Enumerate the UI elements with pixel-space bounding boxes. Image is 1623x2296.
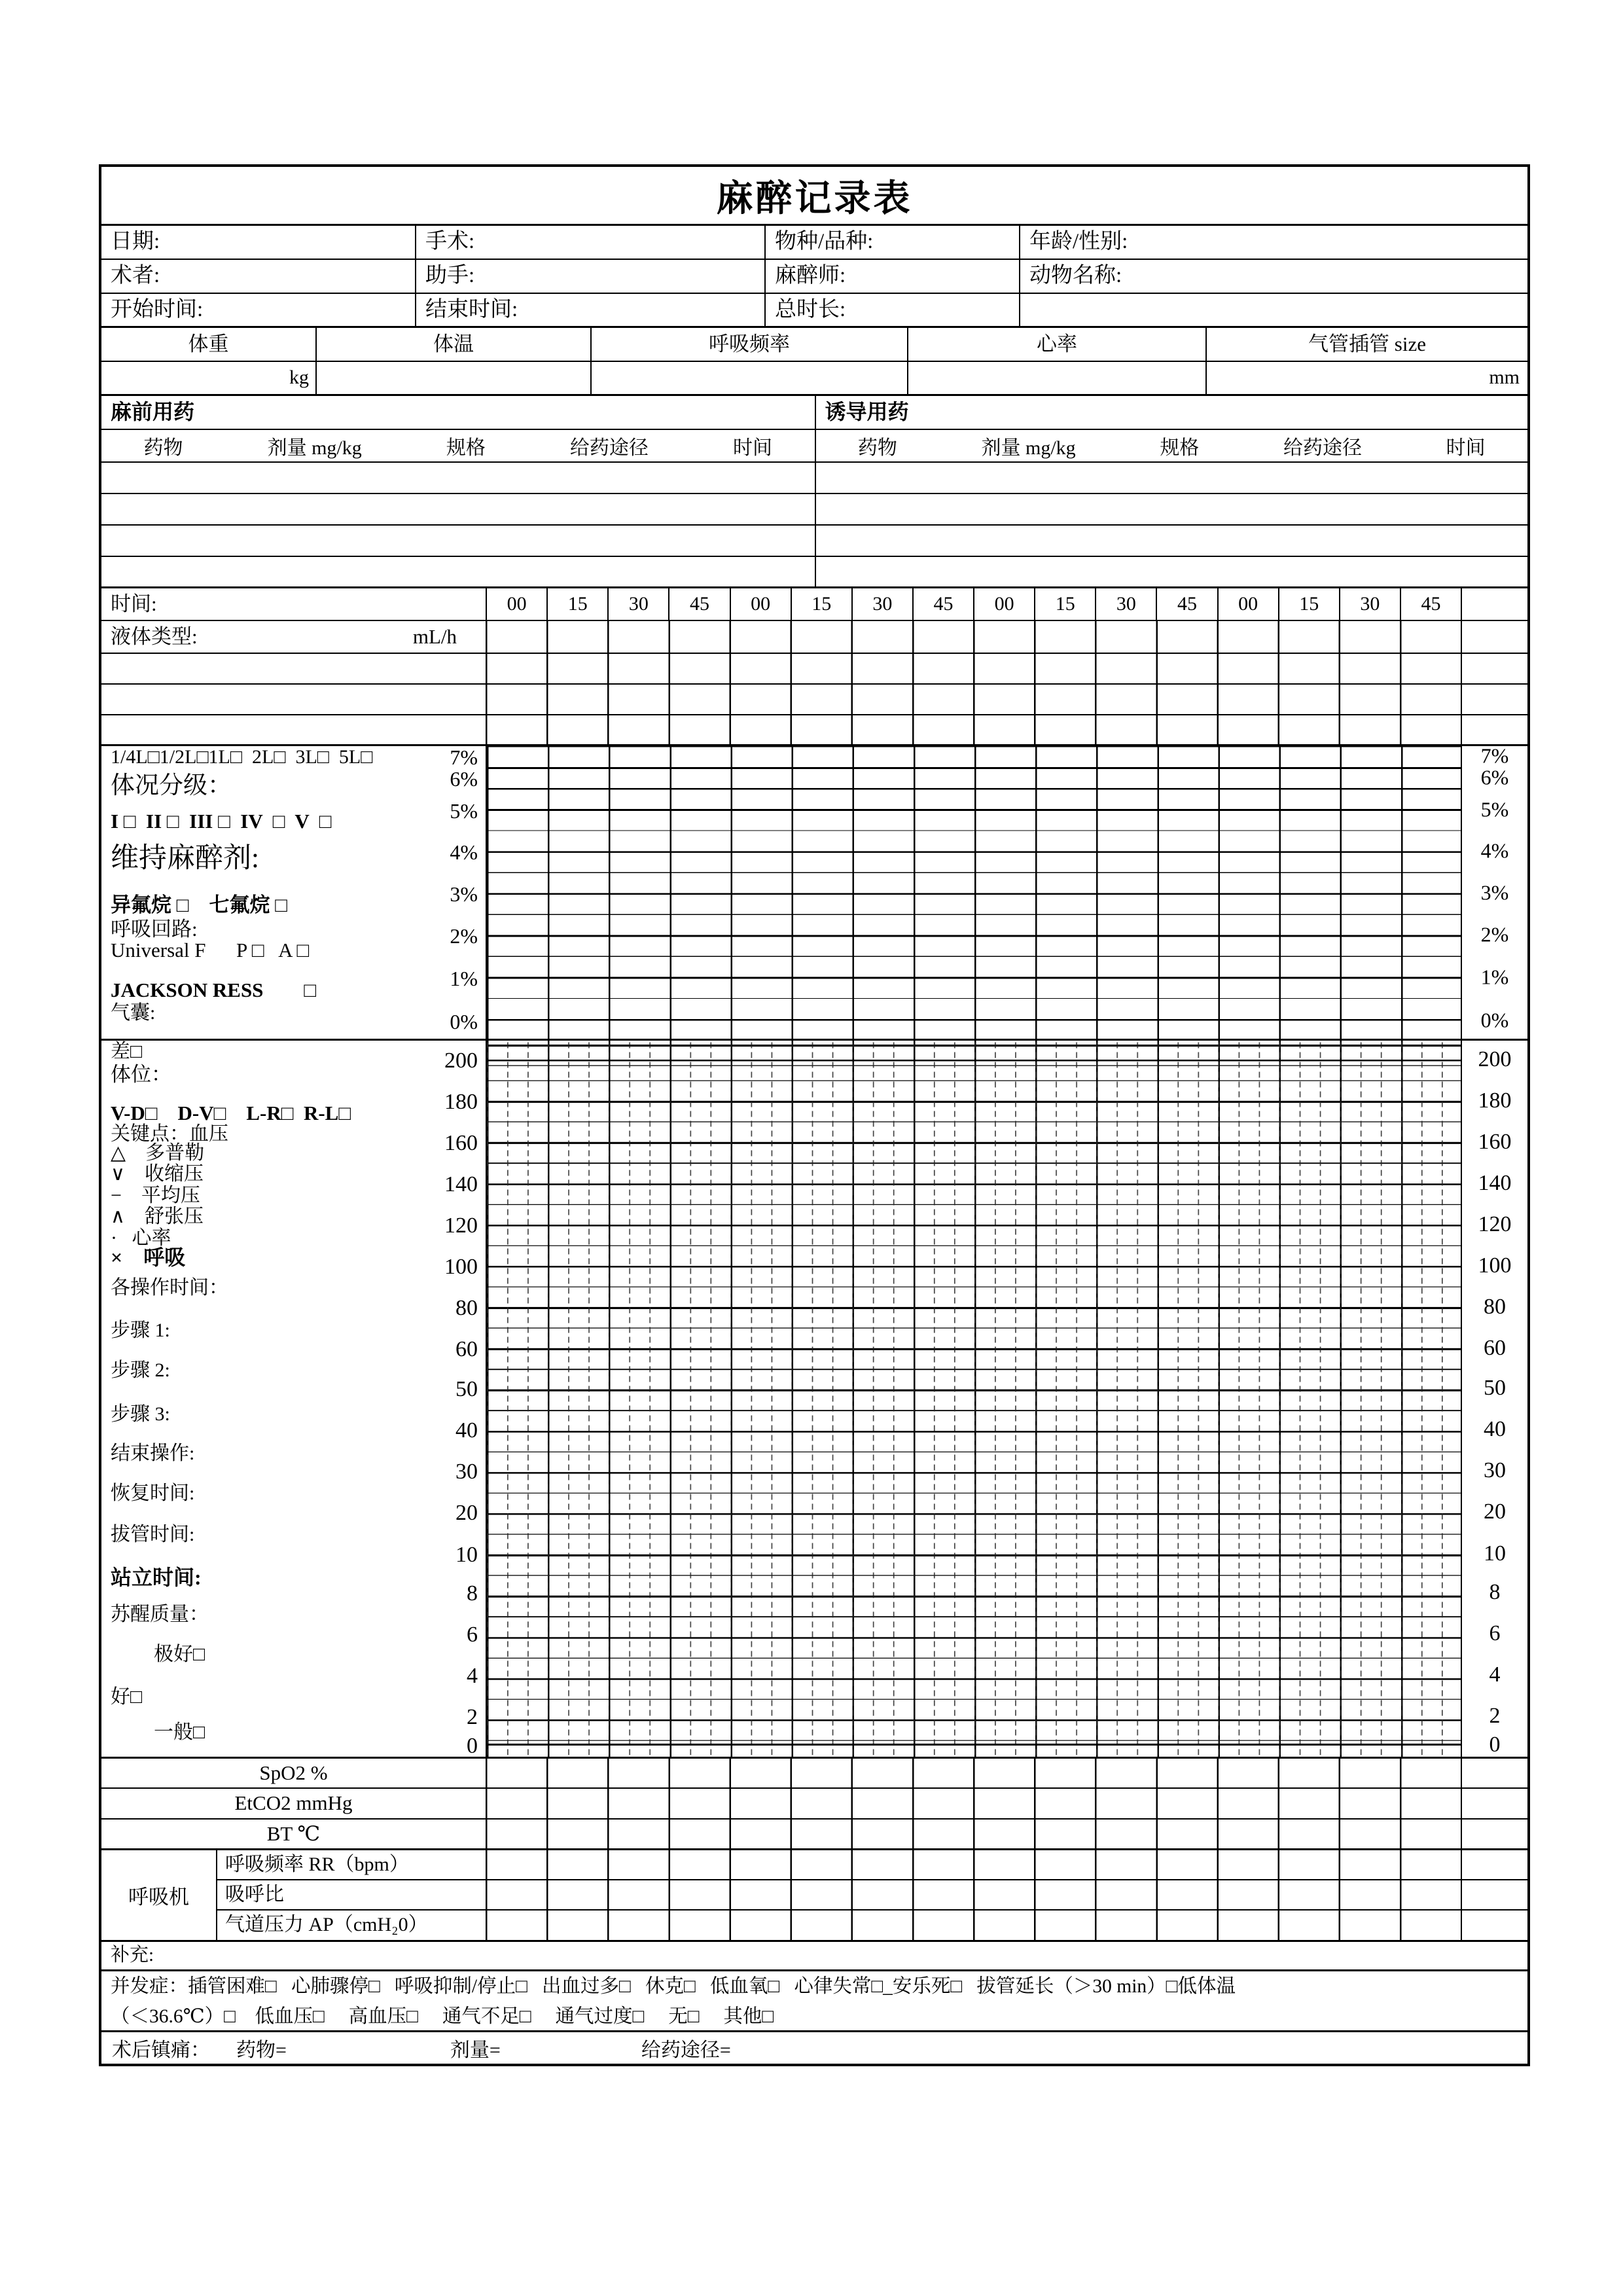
sidebar-option-line[interactable]: 气囊:: [111, 1002, 156, 1024]
supplement-label: 补充:: [111, 1945, 154, 1965]
premed-entry-row[interactable]: [101, 463, 815, 493]
resp-rate-header: 呼吸频率: [590, 328, 907, 361]
sidebar-option-line[interactable]: 呼吸回路:: [111, 918, 198, 941]
weight-header: 体重: [188, 332, 229, 355]
vitals-chart-section: [101, 1041, 1527, 1759]
resp-rate-input-cell[interactable]: [590, 362, 907, 394]
sidebar-option-line[interactable]: 站立时间:: [111, 1566, 202, 1589]
vitals-tick-label: 40: [455, 1418, 478, 1443]
anesthetist-field[interactable]: 麻醉师:: [764, 260, 1019, 293]
induction-columns: [815, 430, 1528, 461]
anesthesia-record-form: [99, 164, 1530, 2066]
time-tick-cell: 30: [607, 588, 668, 620]
vent-rr-row: [217, 1850, 1527, 1880]
sidebar-option-line[interactable]: · 心率: [111, 1227, 171, 1249]
surgeon-field[interactable]: 术者:: [111, 264, 160, 287]
complications-row: [101, 1971, 1527, 2032]
sidebar-option-line[interactable]: 1/4L□1/2L□1L□ 2L□ 3L□ 5L□: [111, 746, 373, 768]
species-field[interactable]: 物种/品种:: [764, 226, 1019, 259]
column-header: 规格: [446, 437, 486, 459]
vitals-tick-label: 30: [455, 1460, 478, 1484]
premed-title: 麻前用药: [111, 400, 195, 423]
sidebar-option-line[interactable]: 异氟烷 □ 七氟烷 □: [111, 893, 287, 916]
time-tick-cell: 15: [546, 588, 607, 620]
percent-tick-label: 2%: [1480, 922, 1509, 946]
sidebar-option-line[interactable]: ∨ 收缩压: [111, 1163, 204, 1185]
time-ticks: [486, 588, 1461, 620]
time-tick-cell: 30: [851, 588, 912, 620]
time-tick-cell: 45: [1400, 588, 1461, 620]
percent-tick-label: 1%: [450, 967, 478, 990]
vitals-tick-label: 80: [455, 1296, 478, 1320]
percent-tick-label: 0%: [1480, 1008, 1509, 1032]
vitals-unit-row: [101, 362, 1527, 396]
vitals-tick-label: 140: [444, 1172, 478, 1196]
five-minute-dashed-gridlines: [487, 1041, 1462, 1759]
premed-entry-row[interactable]: [101, 557, 815, 586]
sidebar-option-line[interactable]: 体位：: [111, 1063, 171, 1086]
postop-dose-field[interactable]: 剂量=: [450, 2039, 501, 2061]
time-tick-cell: 45: [668, 588, 729, 620]
heart-rate-input-cell[interactable]: [907, 362, 1205, 394]
form-title-row: [101, 167, 1527, 226]
vitals-sidebar: [101, 1041, 486, 1757]
percent-tick-label: 4%: [1480, 838, 1509, 863]
time-header-row: [101, 588, 1527, 621]
spo2-cells[interactable]: [486, 1759, 1461, 1787]
vent-rr-cells[interactable]: [486, 1850, 1461, 1879]
extra-row-cells[interactable]: [486, 715, 1461, 744]
sidebar-option-line[interactable]: 步骤 3:: [111, 1403, 170, 1425]
postop-drug-field[interactable]: 药物=: [236, 2039, 287, 2061]
animal-name-field[interactable]: 动物名称:: [1019, 260, 1527, 293]
column-header: 给药途径: [1283, 437, 1362, 459]
percent-tick-label: 6%: [450, 767, 478, 791]
vitals-tick-label: 6: [1489, 1621, 1501, 1645]
etco2-label: EtCO2 mmHg: [234, 1791, 353, 1814]
time-row-endcell: [1461, 588, 1527, 620]
vitals-tick-label: 80: [1484, 1295, 1506, 1319]
induction-title: 诱导用药: [815, 396, 1528, 429]
fluid-type-label[interactable]: 液体类型:: [111, 625, 198, 648]
induction-entry-row[interactable]: [815, 463, 1528, 493]
vitals-tick-label: 50: [455, 1377, 478, 1401]
sidebar-option-line[interactable]: − 平均压: [111, 1185, 200, 1206]
vitals-tick-label: 200: [444, 1049, 478, 1073]
sidebar-option-line[interactable]: ∧ 舒张压: [111, 1206, 204, 1227]
surgery-field[interactable]: 手术:: [415, 226, 764, 259]
sidebar-option-line[interactable]: 体况分级：: [111, 772, 232, 799]
vitals-tick-label: 60: [455, 1337, 478, 1361]
sidebar-option-line[interactable]: △ 多普勒: [111, 1142, 205, 1164]
extra-row-cells[interactable]: [486, 654, 1461, 683]
drug-row-1: [101, 463, 1527, 494]
column-header: 剂量 mg/kg: [267, 437, 362, 459]
et-tube-input-cell[interactable]: mm: [1205, 362, 1527, 394]
percent-tick-label: 7%: [450, 745, 478, 769]
vitals-tick-label: 160: [444, 1131, 478, 1155]
time-tick-cell: 15: [1278, 588, 1339, 620]
vitals-tick-label: 50: [1484, 1376, 1506, 1400]
vitals-tick-label: 60: [1484, 1336, 1506, 1360]
column-header: 药物: [857, 437, 897, 459]
percent-tick-label: 3%: [1480, 880, 1509, 905]
time-tick-cell: 45: [912, 588, 973, 620]
vitals-tick-label: 30: [1484, 1458, 1506, 1482]
heart-rate-header: 心率: [907, 328, 1205, 361]
sidebar-option-line[interactable]: 各操作时间：: [111, 1277, 228, 1299]
percent-scale-right: [1462, 746, 1527, 1039]
bt-cells[interactable]: [486, 1820, 1461, 1848]
sidebar-option-line[interactable]: V-D□ D-V□ L-R□ R-L□: [111, 1102, 351, 1124]
vitals-tick-label: 8: [467, 1581, 478, 1605]
percent-tick-label: 4%: [450, 840, 478, 864]
vitals-tick-label: 20: [455, 1501, 478, 1525]
vitals-tick-label: 100: [1478, 1253, 1512, 1278]
end-time-field[interactable]: 结束时间:: [415, 294, 764, 326]
vitals-tick-label: 4: [467, 1664, 478, 1688]
sidebar-option-line[interactable]: 苏醒质量：: [111, 1604, 209, 1625]
fluid-row-endcell: [1461, 621, 1527, 653]
column-header: 时间: [1446, 437, 1486, 459]
premed-columns: [101, 430, 815, 461]
postop-route-field[interactable]: 给药途径=: [641, 2039, 731, 2061]
drug-row-2: [101, 494, 1527, 526]
sidebar-option-line[interactable]: 一般□: [154, 1721, 205, 1743]
vent-rr-label: 呼吸频率 RR（bpm）: [225, 1854, 409, 1875]
premed-entry-row[interactable]: [101, 526, 815, 556]
info-row-3: [101, 294, 1527, 328]
time-tick-cell: 15: [1034, 588, 1095, 620]
drug-column-headers: [101, 430, 1527, 463]
date-field[interactable]: 日期:: [111, 230, 160, 253]
column-header: 给药途径: [569, 437, 649, 459]
extra-row-2: [101, 685, 1527, 715]
age-sex-field[interactable]: 年龄/性别:: [1019, 226, 1527, 259]
ventilator-block: [101, 1850, 1527, 1942]
percent-tick-label: 6%: [1480, 765, 1509, 789]
time-tick-cell: 00: [486, 588, 546, 620]
complications-line-2[interactable]: （＜36.6℃）□ 低血压□ 高血压□ 通气不足□ 通气过度□ 无□ 其他□: [111, 2006, 774, 2027]
percent-tick-label: 2%: [450, 924, 478, 948]
vent-ap-cells[interactable]: [486, 1910, 1461, 1940]
extra-row-1: [101, 654, 1527, 685]
vitals-tick-label: 160: [1478, 1130, 1512, 1154]
time-tick-cell: 45: [1156, 588, 1217, 620]
column-header: 剂量 mg/kg: [981, 437, 1076, 459]
complications-line-1[interactable]: 并发症：插管困难□ 心肺骤停□ 呼吸抑制/停止□ 出血过多□ 休克□ 低血氧□ 心律失常□_安乐死□ 拔管延长（＞30 min）□低体温: [111, 1976, 1236, 1997]
spo2-row: [101, 1759, 1527, 1789]
extra-row-label[interactable]: [101, 715, 486, 744]
sidebar-option-line[interactable]: Universal F P □ A □: [111, 939, 310, 961]
vitals-tick-label: 2: [467, 1705, 478, 1729]
percent-tick-label: 5%: [450, 799, 478, 823]
sidebar-option-line[interactable]: 步骤 1:: [111, 1319, 170, 1341]
et-tube-header: 气管插管 size: [1205, 328, 1527, 361]
vitals-tick-label: 100: [444, 1255, 478, 1279]
weight-input-cell[interactable]: kg: [289, 367, 309, 388]
vitals-tick-label: 10: [1484, 1541, 1506, 1566]
sidebar-option-line[interactable]: 差□: [111, 1041, 143, 1062]
sidebar-option-line[interactable]: 好□: [111, 1686, 143, 1708]
vent-ap-row: [217, 1910, 1527, 1940]
percent-scale-right-col: [1461, 746, 1527, 1039]
sidebar-option-line[interactable]: 极好□: [154, 1643, 205, 1665]
vitals-tick-label: 6: [467, 1623, 478, 1647]
bt-label: BT ℃: [266, 1822, 321, 1845]
vent-ie-label: 吸呼比: [225, 1884, 284, 1905]
spo2-label: SpO2 %: [259, 1761, 328, 1784]
start-time-field[interactable]: 开始时间:: [111, 298, 204, 321]
percent-tick-label: 1%: [1480, 965, 1509, 989]
postop-analgesia-row: [101, 2032, 1527, 2064]
percent-tick-label: 0%: [450, 1010, 478, 1033]
supplement-row[interactable]: [101, 1942, 1527, 1971]
zero-line: [487, 1744, 1461, 1746]
fluid-row: [101, 621, 1527, 654]
bt-row: [101, 1820, 1527, 1850]
percent-tick-label: 3%: [450, 882, 478, 906]
vitals-header-row: [101, 328, 1527, 362]
vitals-scale-right: [1462, 1041, 1527, 1757]
vitals-tick-label: 8: [1489, 1580, 1501, 1604]
percent-tick-label: 5%: [1480, 797, 1509, 821]
column-header: 时间: [732, 437, 772, 459]
vitals-tick-label: 180: [444, 1090, 478, 1114]
ventilator-rows: [217, 1850, 1527, 1940]
vitals-tick-label: 140: [1478, 1171, 1512, 1195]
induction-entry-row[interactable]: [815, 494, 1528, 524]
vitals-tick-label: 20: [1484, 1499, 1506, 1524]
vent-ie-row: [217, 1880, 1527, 1910]
total-duration-field[interactable]: 总时长:: [764, 294, 1019, 326]
sidebar-option-line[interactable]: 拔管时间:: [111, 1524, 195, 1545]
sidebar-option-line[interactable]: 步骤 2:: [111, 1359, 170, 1381]
drug-row-4: [101, 557, 1527, 588]
vitals-tick-label: 4: [1489, 1662, 1501, 1687]
sidebar-option-line[interactable]: I □ II □ III □ IV □ V □: [111, 810, 332, 833]
premed-entry-row[interactable]: [101, 494, 815, 524]
percent-sidebar: [101, 746, 486, 1039]
induction-entry-row[interactable]: [815, 557, 1528, 586]
vitals-tick-label: 0: [1489, 1732, 1501, 1757]
time-tick-cell: 30: [1095, 588, 1156, 620]
sidebar-option-line[interactable]: × 呼吸: [111, 1246, 186, 1269]
fluid-label-cell: [101, 621, 486, 653]
info-row3-blank[interactable]: [1019, 294, 1527, 326]
induction-entry-row[interactable]: [815, 526, 1528, 556]
column-header: 药物: [143, 437, 183, 459]
vitals-tick-label: 120: [1478, 1212, 1512, 1236]
sidebar-option-line[interactable]: 结束操作:: [111, 1443, 195, 1464]
fluid-cells[interactable]: [486, 621, 1461, 653]
info-row-2: [101, 260, 1527, 294]
sidebar-option-line[interactable]: 关键点：血压: [111, 1123, 228, 1145]
vitals-tick-label: 120: [444, 1213, 478, 1238]
temperature-input-cell[interactable]: [315, 362, 590, 394]
time-tick-cell: 15: [791, 588, 851, 620]
vitals-tick-label: 180: [1478, 1088, 1512, 1113]
time-tick-cell: 00: [973, 588, 1034, 620]
time-tick-cell: 00: [730, 588, 791, 620]
temperature-header: 体温: [315, 328, 590, 361]
drug-row-3: [101, 526, 1527, 557]
drug-section-titles: [101, 396, 1527, 430]
assistant-field[interactable]: 助手:: [415, 260, 764, 293]
etco2-cells[interactable]: [486, 1789, 1461, 1818]
vitals-tick-label: 2: [1489, 1704, 1501, 1728]
fluid-unit-label: mL/h: [412, 625, 457, 648]
ventilator-label: 呼吸机: [101, 1850, 217, 1940]
sidebar-option-line[interactable]: JACKSON RESS □: [111, 978, 317, 1001]
extra-row-3: [101, 715, 1527, 746]
sidebar-option-line[interactable]: 恢复时间:: [111, 1482, 195, 1504]
info-row-1: [101, 226, 1527, 260]
vitals-tick-label: 200: [1478, 1047, 1512, 1071]
percent-chart-grid[interactable]: [486, 746, 1461, 1039]
vent-ie-cells[interactable]: [486, 1880, 1461, 1909]
sidebar-option-line[interactable]: 维持麻醉剂:: [111, 843, 259, 874]
time-tick-cell: 00: [1217, 588, 1278, 620]
vitals-tick-label: 0: [467, 1734, 478, 1758]
vent-ap-label: 气道压力 AP（cmH₂0）: [225, 1914, 428, 1935]
postop-label: 术后镇痛：: [112, 2039, 210, 2061]
vitals-chart-grid[interactable]: [486, 1041, 1461, 1757]
time-tick-cell: 30: [1339, 588, 1400, 620]
time-label: 时间:: [111, 592, 157, 615]
form-title: 麻醉记录表: [716, 178, 913, 219]
percent-tick-label: 7%: [1480, 744, 1509, 768]
column-header: 规格: [1160, 437, 1200, 459]
extra-row-cells[interactable]: [486, 685, 1461, 714]
extra-row-label[interactable]: [101, 685, 486, 714]
anesthetic-percent-section: [101, 746, 1527, 1041]
vitals-tick-label: 40: [1484, 1417, 1506, 1441]
extra-row-label[interactable]: [101, 654, 486, 683]
etco2-row: [101, 1789, 1527, 1820]
vitals-tick-label: 10: [455, 1543, 478, 1567]
vitals-scale-right-col: [1461, 1041, 1527, 1757]
